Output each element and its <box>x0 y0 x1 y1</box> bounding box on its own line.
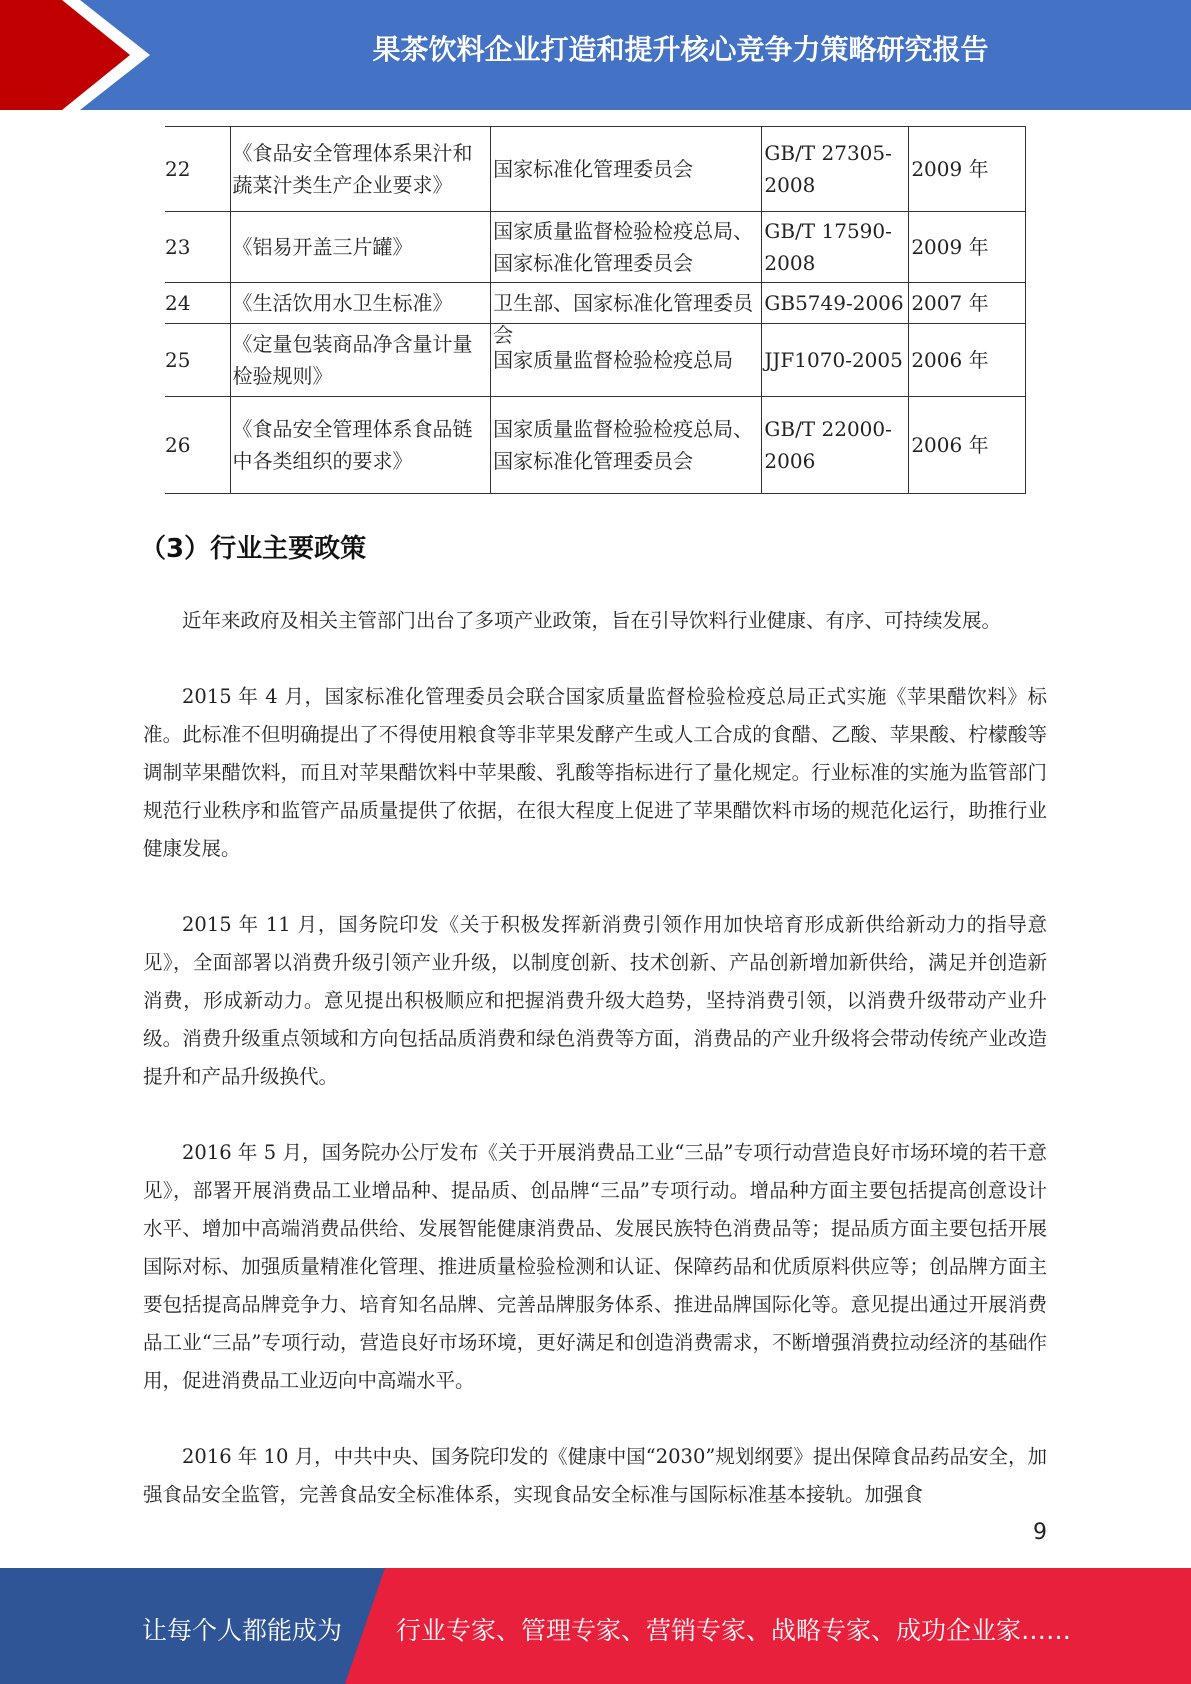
table-row <box>165 324 1026 397</box>
standards-table <box>165 126 1026 494</box>
cell-name: 《铝易开盖三片罐》 <box>230 212 491 283</box>
cell-no: 25 <box>165 324 230 397</box>
cell-org <box>491 283 762 347</box>
cell-code: GB/T 17590-2008 <box>762 212 909 283</box>
paragraph: 2016 年 10 月，中共中央、国务院印发的《健康中国“2030”规划纲要》提出保障食品药品安全，加强食品安全监管，完善食品安全标准体系，实现食品安全标准与国际标准基本接轨。加强食 <box>143 1445 1047 1506</box>
paragraph: 2016 年 5 月，国务院办公厅发布《关于开展消费品工业“三品”专项行动营造良好市场环境的若干意见》，部署开展消费品工业增品种、提品质、创品牌“三品”专项行动。增品种方面主要包括提高创意设计水平、增加中高端消费品供给、发展智能健康消费品、发展民族特色消费品等；提品质方面主要包括开展国际对标、加强质量精准化管理、推进质量检验检测和认证、保障药品和优质原料供应等；创品牌方面主要包括提高品牌竞争力、培育知名品牌、完善品牌服务体系、推进品牌国际化等。意见提出通过开展消费品工业“三品”专项行动，营造良好市场环境，更好满足和创造消费需求，不断增强消费拉动经济的基础作用，促进消费品工业迈向中高端水平。 <box>143 1141 1047 1392</box>
table-row <box>165 127 1026 212</box>
cell-no: 23 <box>165 212 230 283</box>
chevron-decoration-icon <box>0 0 160 110</box>
report-title: 果茶饮料企业打造和提升核心竞争力策略研究报告 <box>372 33 989 66</box>
page-footer <box>0 1568 1191 1684</box>
paragraph: 2015 年 4 月，国家标准化管理委员会联合国家质量监督检验检疫总局正式实施《苹果醋饮料》标准。此标准不但明确提出了不得使用粮食等非苹果发酵产生或人工合成的食醋、乙酸、苹果酸、柠檬酸等调制苹果醋饮料，而且对苹果醋饮料中苹果酸、乳酸等指标进行了量化规定。行业标准的实施为监管部门规范行业秩序和监管产品质量提供了依据，在很大程度上促进了苹果醋饮料市场的规范化运行，助推行业健康发展。 <box>143 685 1047 860</box>
cell-org: 国家质量监督检验检疫总局、国家标准化管理委员会 <box>491 212 762 283</box>
section-heading: （3）行业主要政策 <box>140 534 367 564</box>
cell-name: 《定量包装商品净含量计量检验规则》 <box>230 324 491 397</box>
paragraph: 2015 年 11 月，国务院印发《关于积极发挥新消费引领作用加快培育形成新供给新动力的指导意见》，全面部署以消费升级引领产业升级，以制度创新、技术创新、产品创新增加新供给，满足并创造新消费，形成新动力。意见提出积极顺应和把握消费升级大趋势，坚持消费引领，以消费升级带动产业升级。消费升级重点领域和方向包括品质消费和绿色消费等方面，消费品的产业升级将会带动传统产业改造提升和产品升级换代。 <box>143 913 1047 1088</box>
page-header <box>0 0 1191 110</box>
footer-slogan-left: 让每个人都能成为 <box>142 1616 343 1645</box>
cell-code: GB5749-2006 <box>762 283 909 324</box>
cell-org-text: 卫生部、国家标准化管理委员会 <box>493 291 754 347</box>
table-row <box>165 212 1026 283</box>
cell-no: 26 <box>165 397 230 494</box>
table-row <box>165 397 1026 494</box>
page-number: 9 <box>1033 1520 1047 1545</box>
cell-code: GB/T 27305-2008 <box>762 127 909 212</box>
cell-no: 24 <box>165 283 230 324</box>
footer-slogan-right: 行业专家、管理专家、营销专家、战略专家、成功企业家…… <box>396 1616 1072 1645</box>
cell-name: 《食品安全管理体系食品链中各类组织的要求》 <box>230 397 491 494</box>
cell-org: 国家质量监督检验检疫总局、国家标准化管理委员会 <box>491 397 762 494</box>
cell-year: 2009 年 <box>909 212 1026 283</box>
cell-org: 国家质量监督检验检疫总局 <box>491 324 762 397</box>
paragraph: 近年来政府及相关主管部门出台了多项产业政策，旨在引导饮料行业健康、有序、可持续发展。 <box>182 609 1002 632</box>
cell-year: 2006 年 <box>909 324 1026 397</box>
cell-code: JJF1070-2005 <box>762 324 909 397</box>
cell-year: 2006 年 <box>909 397 1026 494</box>
cell-year: 2007 年 <box>909 283 1026 324</box>
table-row <box>165 283 1026 324</box>
cell-org: 国家标准化管理委员会 <box>491 127 762 212</box>
cell-name: 《食品安全管理体系果汁和蔬菜汁类生产企业要求》 <box>230 127 491 212</box>
cell-year: 2009 年 <box>909 127 1026 212</box>
body-text <box>143 602 1047 1552</box>
cell-code: GB/T 22000-2006 <box>762 397 909 494</box>
cell-name: 《生活饮用水卫生标准》 <box>230 283 491 324</box>
cell-no: 22 <box>165 127 230 212</box>
